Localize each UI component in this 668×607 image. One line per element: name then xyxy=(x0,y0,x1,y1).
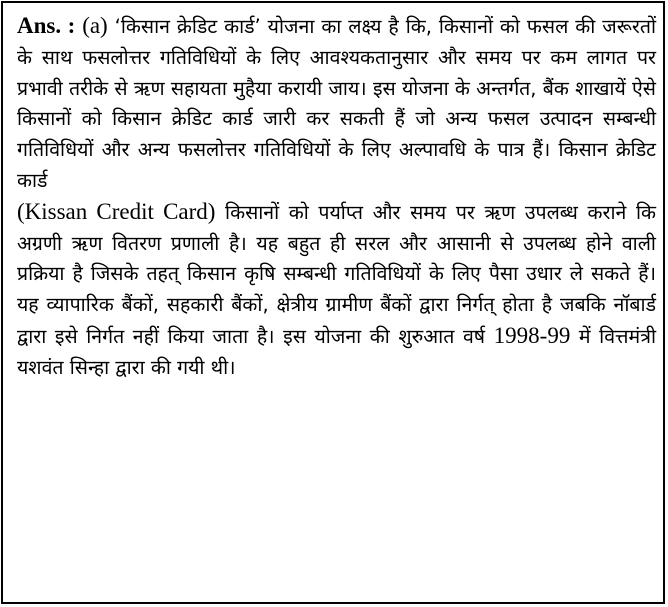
answer-text-part-1: ‘किसान क्रेडिट कार्ड’ योजना का लक्ष्य है कि, किसानों को फसल की जरूरतों के साथ फसलोत्तर गतिविधियों के लिए आवश्यकतानुसार और समय पर कम लागत पर प्रभावी तरीके से ऋण सहायता मुहैया करायी जाय। इस योजना के अन्तर्गत, बैंक शाखायें ऐसे किसानों को किसान क्रेडिट कार्ड जारी कर सकती हैं जो अन्य फसल उत्पादन सम्बन्धी गतिविधियों और अन्य फसलोत्तर गतिविधियों के लिए अल्पावधि के पात्र हैं। किसान क्रेडिट कार्ड xyxy=(17,15,656,192)
answer-paragraph xyxy=(17,11,656,384)
answer-text-part-4: 1998-99 xyxy=(493,322,571,348)
answer-prefix: Ans. : xyxy=(17,13,76,38)
answer-option: (a) xyxy=(82,13,108,38)
answer-box xyxy=(1,1,665,604)
answer-text-part-3: किसानों को पर्याप्त और समय पर ऋण उपलब्ध कराने कि अग्रणी ऋण वितरण प्रणाली है। यह बहुत ही सरल और आसानी से उपलब्ध होने वाली प्रक्रिया है जिसके तहत् किसान कृषि सम्बन्धी गतिविधियों के लिए पैसा उधार ले सकते हैं। यह व्यापारिक बैंकों, सहकारी बैंकों, क्षेत्रीय ग्रामीण बैंकों द्वारा निर्गत् होता है जबकि नॉबार्ड द्वारा इसे निर्गत नहीं किया जाता है। इस योजना की शुरुआत वर्ष xyxy=(17,200,656,348)
answer-text-part-5: में वित्तमंत्री यशवंत सिन्हा द्वारा की गयी थी। xyxy=(17,324,657,379)
answer-text-part-2: (Kissan Credit Card) xyxy=(17,198,216,224)
